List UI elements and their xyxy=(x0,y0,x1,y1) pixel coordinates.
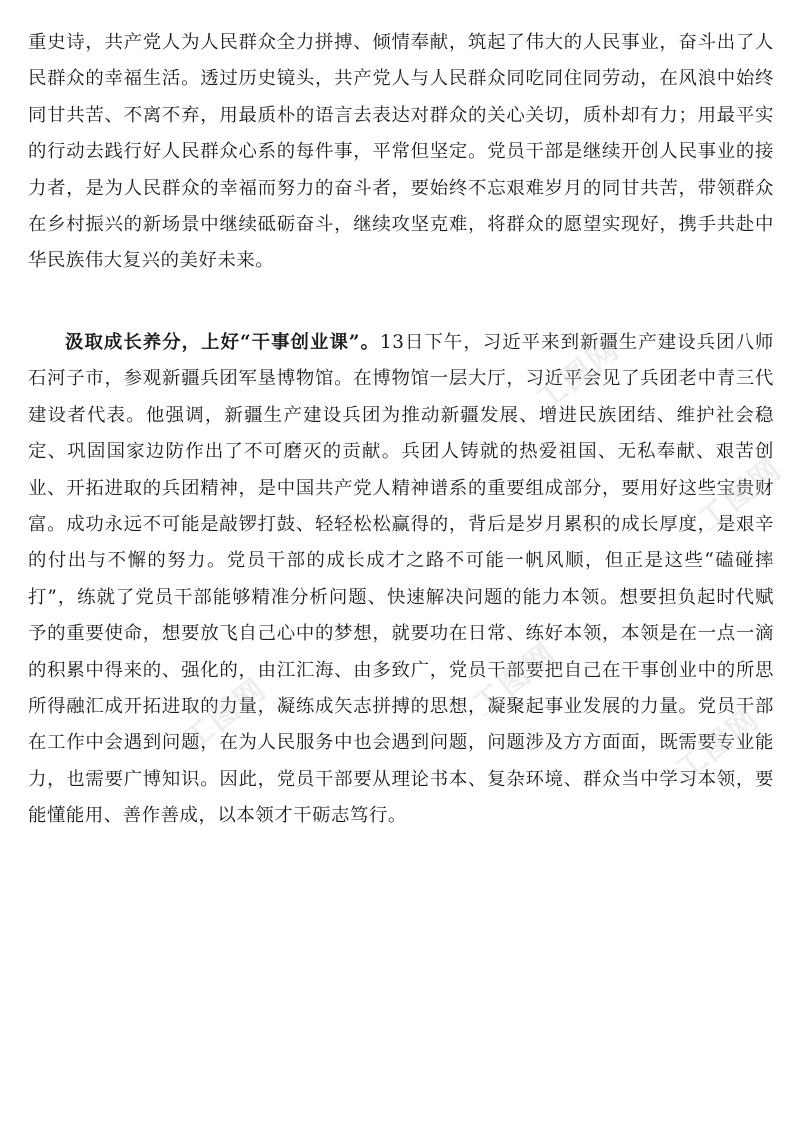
paragraph-2 xyxy=(28,325,774,835)
paragraph-2-body: 13日下午，习近平来到新疆生产建设兵团八师石河子市，参观新疆兵团军垦博物馆。在博物馆一层大厅，习近平会见了兵团老中青三代建设者代表。他强调，新疆生产建设兵团为推动新疆发展、增进民族团结、维护社会稳定、巩固国家边防作出了不可磨灭的贡献。兵团人铸就的热爱祖国、无私奉献、艰苦创业、开拓进取的兵团精神，是中国共产党人精神谱系的重要组成部分，要用好这些宝贵财富。成功永远不可能是敲锣打鼓、轻轻松松赢得的，背后是岁月累积的成长厚度，是艰辛的付出与不懈的努力。党员干部的成长成才之路不可能一帆风顺，但正是这些“磕碰摔打”，练就了党员干部能够精准分析问题、快速解决问题的能力本领。想要担负起时代赋予的重要使命，想要放飞自己心中的梦想，就要功在日常、练好本领，本领是在一点一滴的积累中得来的、强化的，由江汇海、由多致广，党员干部要把自己在干事创业中的所思所得融汇成开拓进取的力量，凝练成矢志拼搏的思想，凝聚起事业发展的力量。党员干部在工作中会遇到问题，在为人民服务中也会遇到问题，问题涉及方方面面，既需要专业能力，也需要广博知识。因此，党员干部要从理论书本、复杂环境、群众当中学习本领，要能懂能用、善作善成，以本领才干砺志笃行。 xyxy=(28,332,774,827)
watermark: 工图网 xyxy=(669,701,767,789)
watermark: 工图网 xyxy=(529,331,627,419)
paragraph-1: 重史诗，共产党人为人民群众全力拼搏、倾情奉献，筑起了伟大的人民事业，奋斗出了人民群众的幸福生活。透过历史镜头，共产党人与人民群众同吃同住同劳动，在风浪中始终同甘共苦、不离不弃，用最质朴的语言去表达对群众的关心关切，质朴却有力；用最平实的行动去践行好人民群众心系的每件事，平常但坚定。党员干部是继续开创人民事业的接力者，是为人民群众的幸福而努力的奋斗者，要始终不忘艰难岁月的同甘共苦，带领群众在乡村振兴的新场景中继续砥砺奋斗，继续攻坚克难，将群众的愿望实现好，携手共赴中华民族伟大复兴的美好未来。 xyxy=(28,32,774,272)
watermark: 工图网 xyxy=(466,636,564,724)
watermark: 工图网 xyxy=(176,671,274,759)
paragraph-2-lead: 汲取成长养分，上好“干事创业课”。 xyxy=(65,332,380,353)
watermark: 工图网 xyxy=(691,451,789,539)
clipped-top-line xyxy=(28,0,773,14)
